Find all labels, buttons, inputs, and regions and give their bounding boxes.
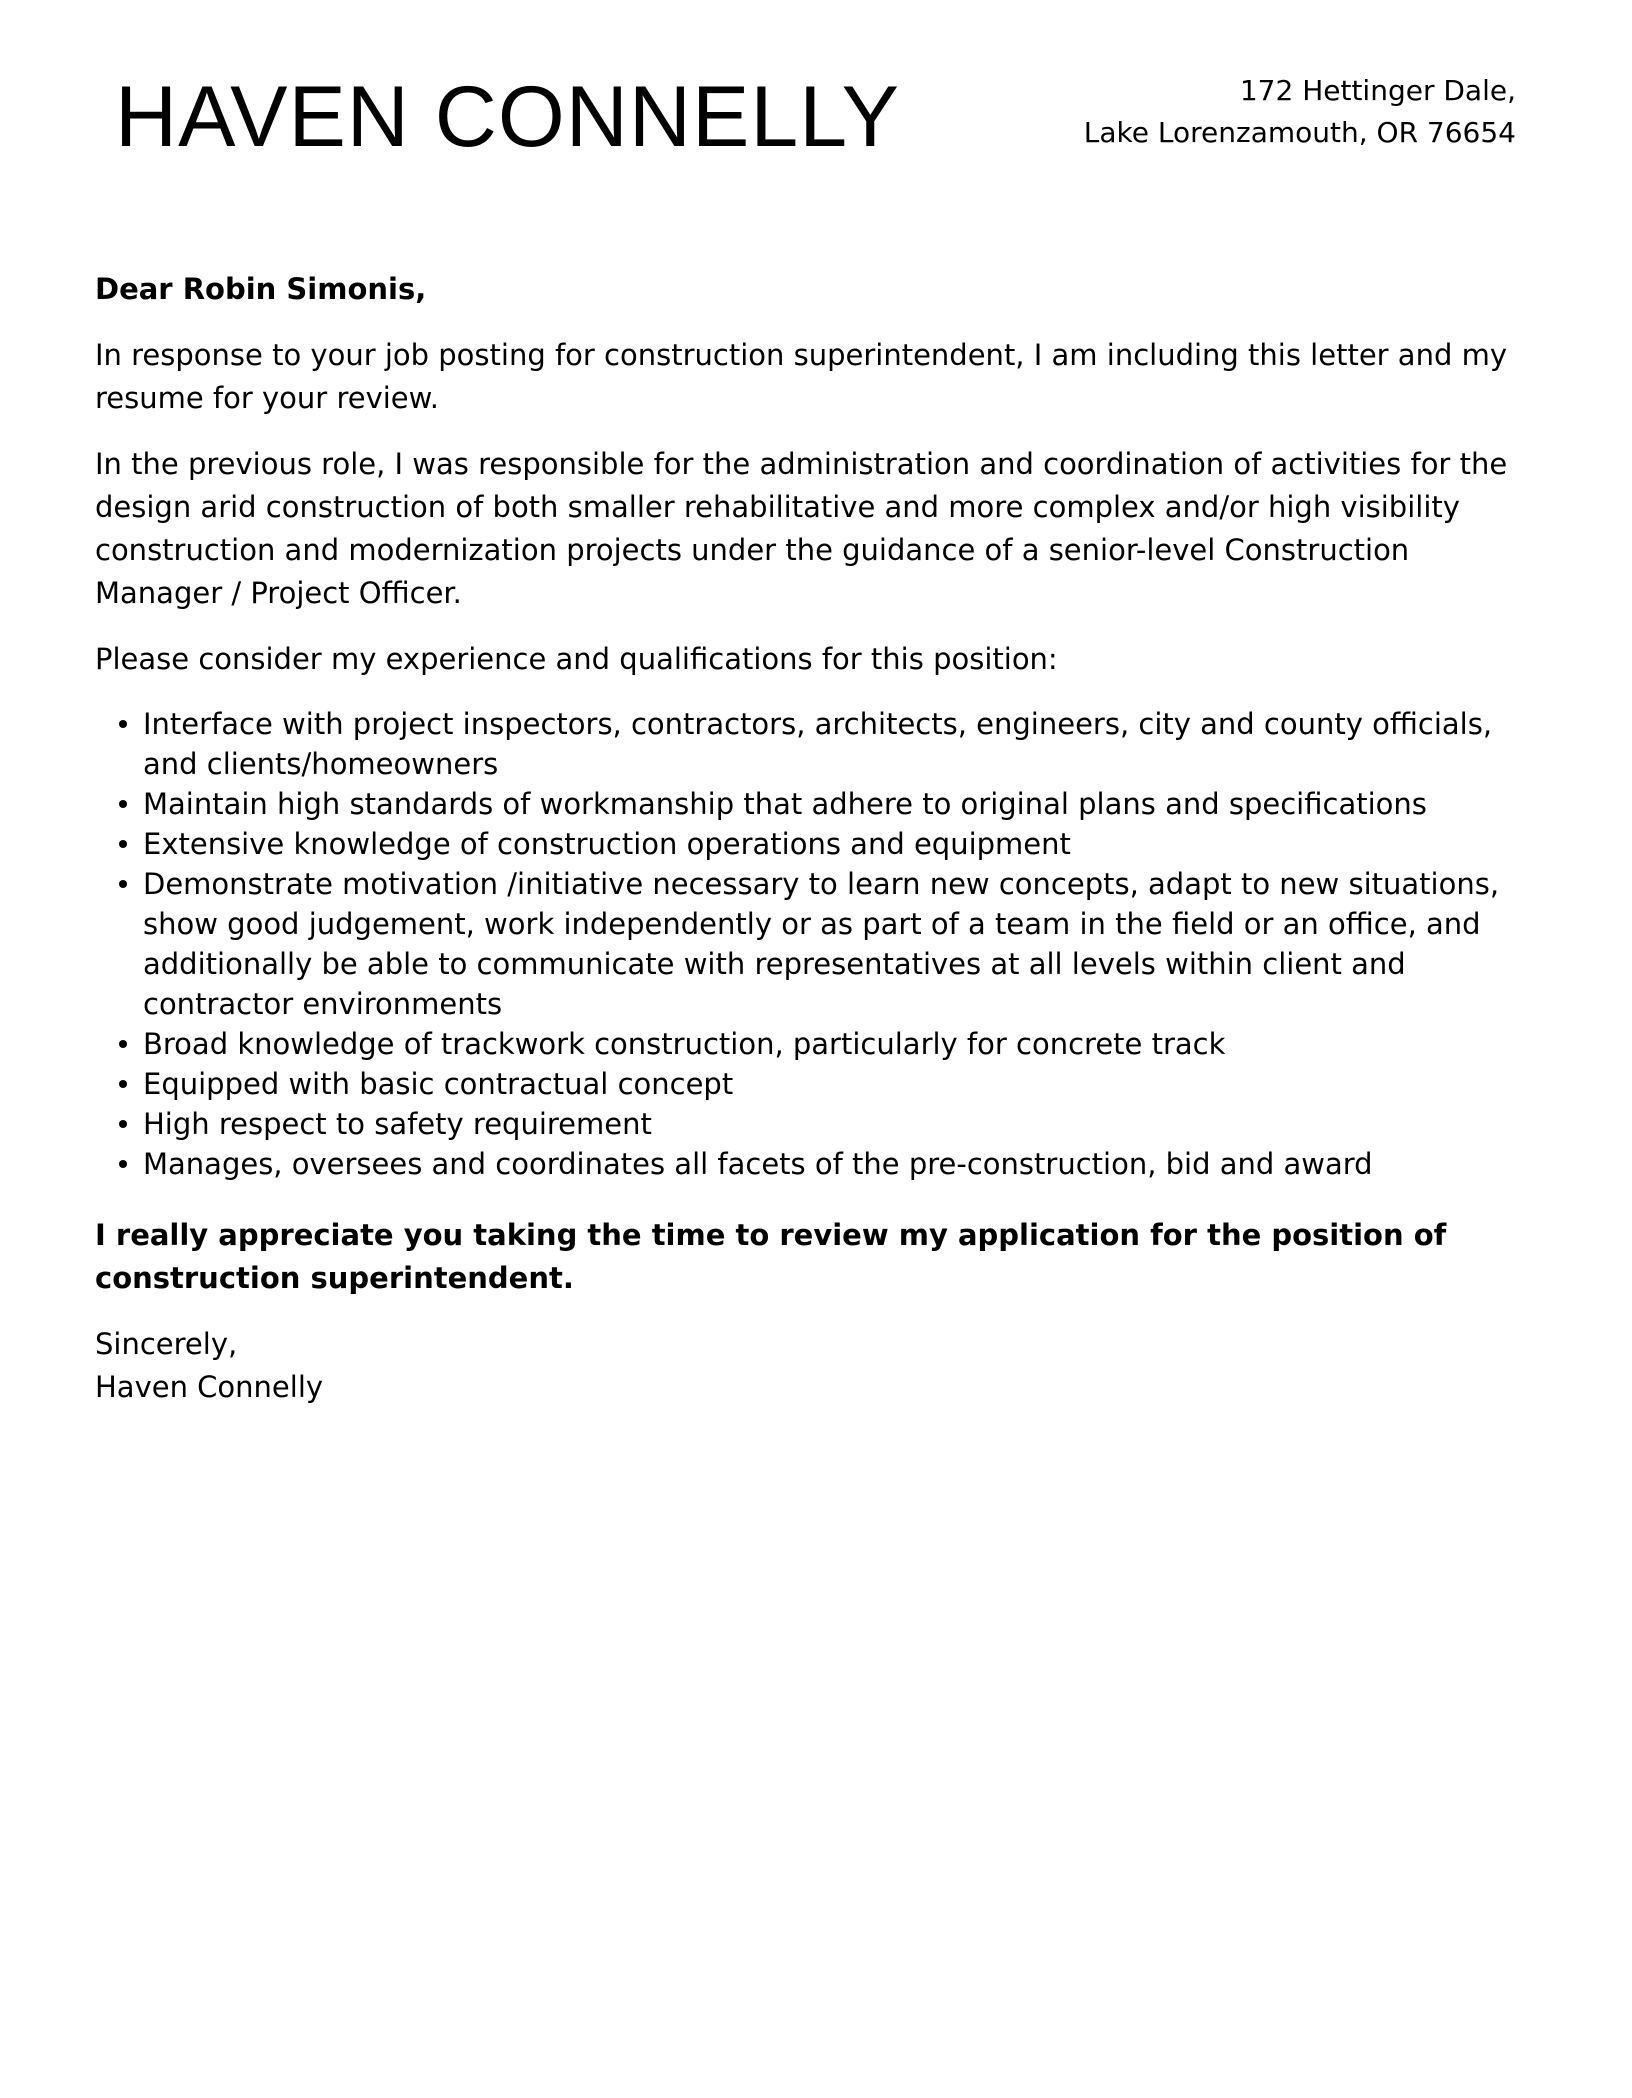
bullet-icon	[119, 1160, 127, 1168]
list-item	[143, 784, 1545, 824]
list-item	[143, 1024, 1545, 1064]
applicant-address	[1084, 70, 1516, 154]
list-item-text: Broad knowledge of trackwork construction, particularly for concrete track	[143, 1027, 1226, 1061]
bullet-icon	[119, 1040, 127, 1048]
list-item-text: Equipped with basic contractual concept	[143, 1067, 734, 1101]
qualifications-list	[95, 704, 1545, 1184]
bullet-icon	[119, 840, 127, 848]
signoff: Sincerely,	[95, 1327, 238, 1361]
signoff-block	[95, 1323, 1545, 1409]
letter-body	[95, 268, 1545, 1409]
list-item	[143, 704, 1545, 784]
closing-statement: I really appreciate you taking the time to review my application for the position of construction superintendent.	[95, 1218, 1447, 1295]
bullet-icon	[119, 720, 127, 728]
list-item-text: High respect to safety requirement	[143, 1107, 652, 1141]
intro-paragraph: In response to your job posting for construction superintendent, I am including this letter and my resume for your review.	[95, 338, 1507, 415]
list-item-text: Extensive knowledge of construction operations and equipment	[143, 827, 1071, 861]
qualifications-intro: Please consider my experience and qualifications for this position:	[95, 642, 1058, 676]
list-item-text: Interface with project inspectors, contractors, architects, engineers, city and county officials, and clients/homeowners	[143, 707, 1493, 781]
applicant-name: HAVEN CONNELLY	[115, 69, 901, 165]
greeting: Dear Robin Simonis,	[95, 272, 427, 306]
list-item	[143, 1144, 1545, 1184]
address-line-2: Lake Lorenzamouth, OR 76654	[1083, 116, 1516, 149]
signature-name: Haven Connelly	[95, 1370, 324, 1404]
list-item	[143, 1064, 1545, 1104]
bullet-icon	[119, 1120, 127, 1128]
address-line-1: 172 Hettinger Dale,	[1239, 74, 1516, 107]
bullet-icon	[119, 880, 127, 888]
bullet-icon	[119, 1080, 127, 1088]
experience-paragraph: In the previous role, I was responsible for the administration and coordination of activities for the design arid construction of both smaller rehabilitative and more complex and/or high visibility construction and modernization projects under the guidance of a senior-level Construction Manager / Project Officer.	[95, 447, 1508, 610]
list-item-text: Maintain high standards of workmanship that adhere to original plans and specifications	[143, 787, 1427, 821]
list-item-text: Manages, oversees and coordinates all facets of the pre-construction, bid and award	[143, 1147, 1373, 1181]
list-item	[143, 1104, 1545, 1144]
list-item	[143, 824, 1545, 864]
list-item	[143, 864, 1545, 1024]
bullet-icon	[119, 800, 127, 808]
list-item-text: Demonstrate motivation /initiative necessary to learn new concepts, adapt to new situations, show good judgement, work independently or as part of a team in the field or an office, and additionally be able to communicate with representatives at all levels within client and contractor environments	[143, 867, 1500, 1021]
